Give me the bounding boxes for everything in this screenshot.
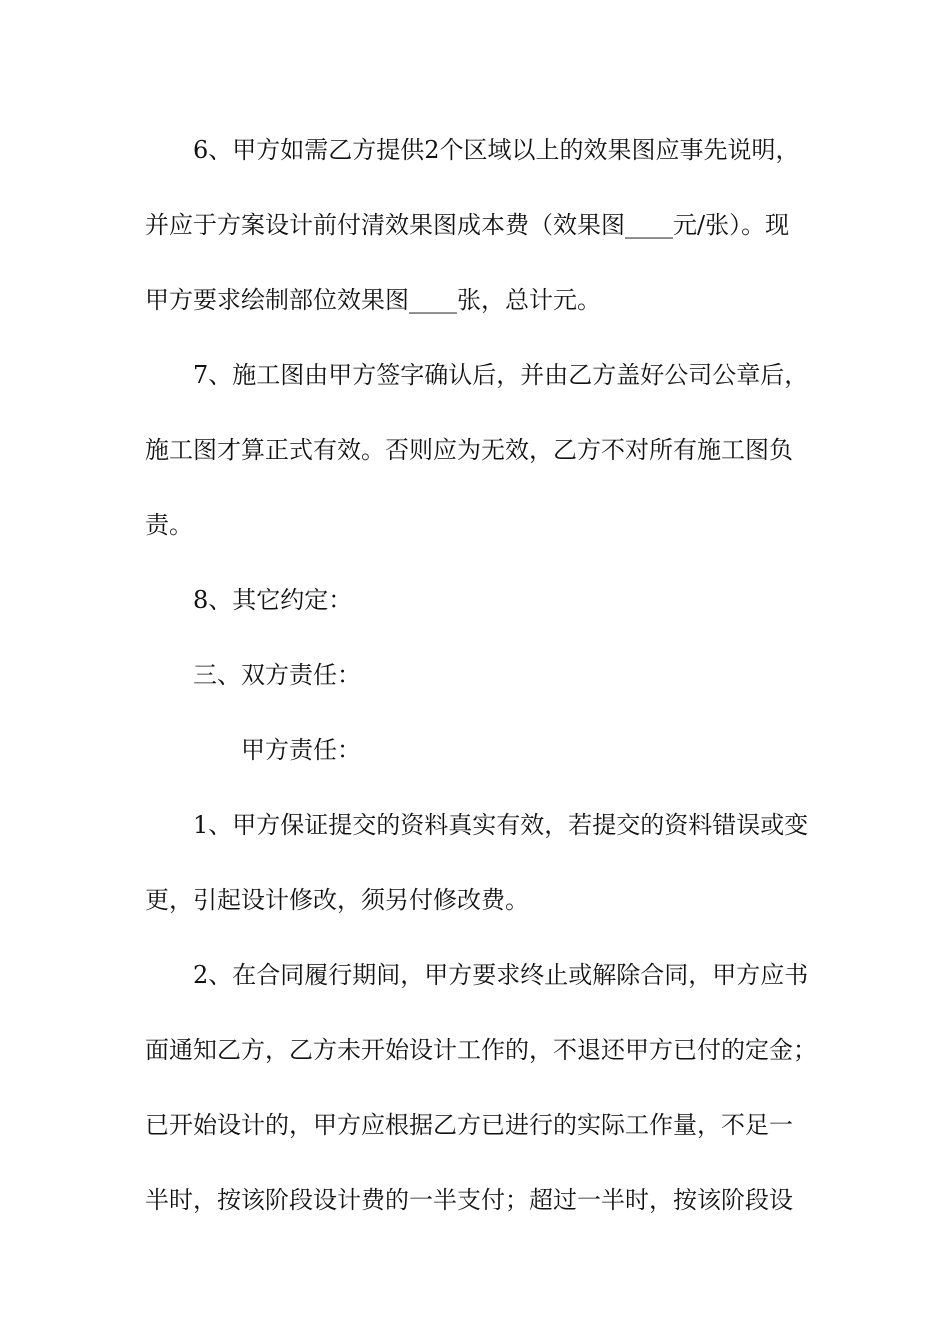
responsibility-2-line-3: 已开始设计的，甲方应根据乙方已进行的实际工作量，不足一 xyxy=(145,1111,793,1139)
clause-6-line-2: 并应于方案设计前付清效果图成本费（效果图____元/张）。现 xyxy=(145,211,790,239)
clause-7-line-3: 责。 xyxy=(145,511,193,539)
clause-8-line: 8、其它约定： xyxy=(193,586,353,614)
clause-6-line-3: 甲方要求绘制部位效果图____张，总计元。 xyxy=(145,286,601,314)
subsection-heading: 甲方责任： xyxy=(241,736,361,764)
clause-7-line-2: 施工图才算正式有效。否则应为无效，乙方不对所有施工图负 xyxy=(145,436,793,464)
clause-7-line-1: 7、施工图由甲方签字确认后，并由乙方盖好公司公章后， xyxy=(193,361,809,389)
clause-6-line-1: 6、甲方如需乙方提供2个区域以上的效果图应事先说明， xyxy=(193,136,800,164)
responsibility-2-line-2: 面通知乙方，乙方未开始设计工作的，不退还甲方已付的定金； xyxy=(145,1036,817,1064)
responsibility-1-line-2: 更，引起设计修改，须另付修改费。 xyxy=(145,886,529,914)
responsibility-2-line-4: 半时，按该阶段设计费的一半支付；超过一半时，按该阶段设 xyxy=(145,1186,793,1214)
responsibility-2-line-1: 2、在合同履行期间，甲方要求终止或解除合同，甲方应书 xyxy=(193,961,809,989)
section-heading: 三、双方责任： xyxy=(193,661,361,689)
responsibility-1-line-1: 1、甲方保证提交的资料真实有效，若提交的资料错误或变 xyxy=(193,811,809,839)
